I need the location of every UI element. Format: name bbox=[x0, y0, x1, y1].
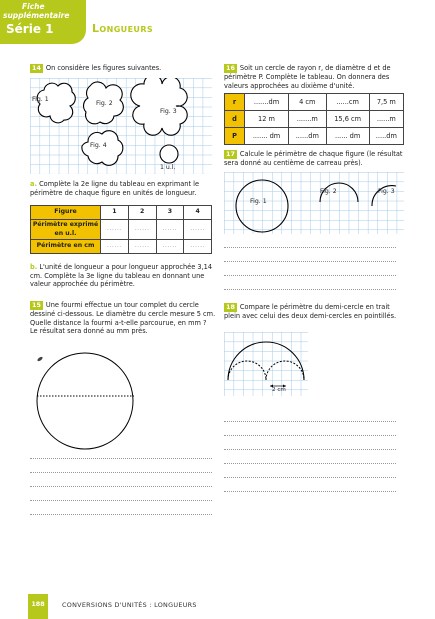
answer-cell[interactable]: ...... bbox=[184, 240, 212, 254]
answer-line[interactable] bbox=[224, 463, 396, 464]
answer-line[interactable] bbox=[30, 486, 212, 487]
cell[interactable]: ......dm bbox=[289, 128, 327, 145]
cell[interactable]: ....... dm bbox=[245, 128, 289, 145]
cell: 15,6 cm bbox=[326, 111, 369, 128]
ex15-prompt bbox=[30, 301, 216, 336]
answer-line[interactable] bbox=[30, 500, 212, 501]
answer-line[interactable] bbox=[30, 514, 212, 515]
answer-cell[interactable]: ...... bbox=[128, 220, 156, 240]
ex18-figure bbox=[224, 332, 308, 396]
answer-line[interactable] bbox=[224, 289, 396, 290]
cell[interactable]: .......dm bbox=[245, 94, 289, 111]
fig1-label: Fig. 1 bbox=[32, 96, 49, 103]
cell[interactable]: .....dm bbox=[369, 128, 403, 145]
ex15-text: Une fourmi effectue un tour complet du cercle dessiné ci-dessous. Le diamètre du cercle mesure 5 cm. Quelle distance la fourmi a-t-elle parcourue, en mm ? Le résultat sera donné au mm près. bbox=[30, 301, 216, 336]
cell: 7,5 m bbox=[369, 94, 403, 111]
answer-cell[interactable]: ...... bbox=[101, 240, 129, 254]
small-semicircle-left bbox=[228, 361, 266, 380]
answer-line[interactable] bbox=[224, 275, 396, 276]
ex14-figures bbox=[30, 78, 212, 174]
cell[interactable]: ......cm bbox=[326, 94, 369, 111]
th-2: 2 bbox=[128, 206, 156, 220]
row-label-d: d bbox=[225, 111, 245, 128]
ex14-table bbox=[30, 205, 212, 254]
answer-line[interactable] bbox=[224, 261, 396, 262]
ex16-number: 16 bbox=[226, 64, 235, 72]
ex14-figures-svg bbox=[30, 78, 212, 174]
th-4: 4 bbox=[184, 206, 212, 220]
row2-label: Périmètre en cm bbox=[31, 240, 101, 254]
ex17-text: Calcule le périmètre de chaque figure (le résultat sera donné au centième de carreau près). bbox=[224, 150, 403, 167]
scale-label: 2 cm bbox=[272, 387, 286, 393]
th-3: 3 bbox=[156, 206, 184, 220]
ex17-fig3-label: Fig. 3 bbox=[378, 188, 395, 195]
fig2-label: Fig. 2 bbox=[96, 100, 113, 107]
ex17-fig2-label: Fig. 2 bbox=[320, 188, 337, 195]
badge-line1: Fiche bbox=[22, 2, 45, 11]
row-label-p: P bbox=[225, 128, 245, 145]
answer-line[interactable] bbox=[224, 491, 396, 492]
answer-line[interactable] bbox=[224, 247, 396, 248]
ex14-part-a bbox=[30, 180, 216, 197]
cell[interactable]: .......m bbox=[289, 111, 327, 128]
ex18-number: 18 bbox=[226, 303, 235, 311]
ex14-number: 14 bbox=[32, 64, 41, 72]
cell: 12 m bbox=[245, 111, 289, 128]
ant-circle bbox=[30, 350, 140, 450]
cell: 4 cm bbox=[289, 94, 327, 111]
page-number-text: 188 bbox=[31, 600, 45, 608]
cell[interactable]: ...... dm bbox=[326, 128, 369, 145]
part-b-letter: b. bbox=[30, 263, 38, 271]
small-semicircle-right bbox=[266, 361, 304, 380]
th-figure: Figure bbox=[31, 206, 101, 220]
answer-cell[interactable]: ...... bbox=[101, 220, 129, 240]
cell[interactable]: ......m bbox=[369, 111, 403, 128]
ex14-prompt bbox=[30, 64, 216, 73]
row-label-r: r bbox=[225, 94, 245, 111]
row1-label: Périmètre exprimé en u.l. bbox=[31, 220, 101, 240]
part-b-text: L'unité de longueur a pour longueur approchée 3,14 cm. Complète la 3e ligne du tableau en donnant une valeur approchée du périmètre. bbox=[30, 263, 213, 289]
unit-label: 1 u.l. bbox=[160, 164, 176, 171]
ex14-part-b bbox=[30, 263, 216, 289]
answer-line[interactable] bbox=[30, 458, 212, 459]
unit-circle bbox=[160, 145, 178, 163]
ex18-text: Compare le périmètre du demi-cercle en trait plein avec celui des deux demi-cercles en pointillés. bbox=[224, 303, 397, 320]
page-title: Longueurs bbox=[92, 22, 154, 35]
page-number bbox=[28, 594, 48, 619]
answer-line[interactable] bbox=[30, 472, 212, 473]
badge-series: Série 1 bbox=[6, 22, 54, 36]
answer-cell[interactable]: ...... bbox=[128, 240, 156, 254]
answer-line[interactable] bbox=[224, 435, 396, 436]
ex17-number: 17 bbox=[226, 150, 235, 158]
footer-text: CONVERSIONS D'UNITÉS : LONGUEURS bbox=[62, 601, 197, 609]
ex16-table bbox=[224, 93, 404, 145]
part-a-letter: a. bbox=[30, 180, 37, 188]
answer-cell[interactable]: ...... bbox=[184, 220, 212, 240]
answer-cell[interactable]: ...... bbox=[156, 220, 184, 240]
ex18-figure-svg bbox=[224, 332, 308, 396]
fig3-label: Fig. 3 bbox=[160, 108, 177, 115]
ex15-number: 15 bbox=[32, 301, 41, 309]
answer-line[interactable] bbox=[224, 421, 396, 422]
header-badge bbox=[0, 0, 86, 44]
ex14-text: On considère les figures suivantes. bbox=[45, 64, 162, 72]
ex17-fig1-label: Fig. 1 bbox=[250, 198, 267, 205]
part-a-text: Complète la 2e ligne du tableau en exprimant le périmètre de chaque figure en unités de longueur. bbox=[30, 180, 200, 197]
answer-line[interactable] bbox=[224, 477, 396, 478]
ex17-figures bbox=[224, 172, 404, 234]
fig4-label: Fig. 4 bbox=[90, 142, 107, 149]
ex16-text: Soit un cercle de rayon r, de diamètre d et de périmètre P. Complète le tableau. On donnera des valeurs approchées au dixième d'unité. bbox=[224, 64, 391, 90]
big-semicircle bbox=[228, 342, 304, 380]
badge-line2: supplémentaire bbox=[3, 11, 70, 20]
ex18-prompt bbox=[224, 303, 404, 321]
ex17-prompt bbox=[224, 150, 408, 168]
answer-line[interactable] bbox=[224, 449, 396, 450]
answer-cell[interactable]: ...... bbox=[156, 240, 184, 254]
fig3-shape bbox=[131, 78, 187, 135]
th-1: 1 bbox=[101, 206, 129, 220]
ex16-prompt bbox=[224, 64, 408, 90]
